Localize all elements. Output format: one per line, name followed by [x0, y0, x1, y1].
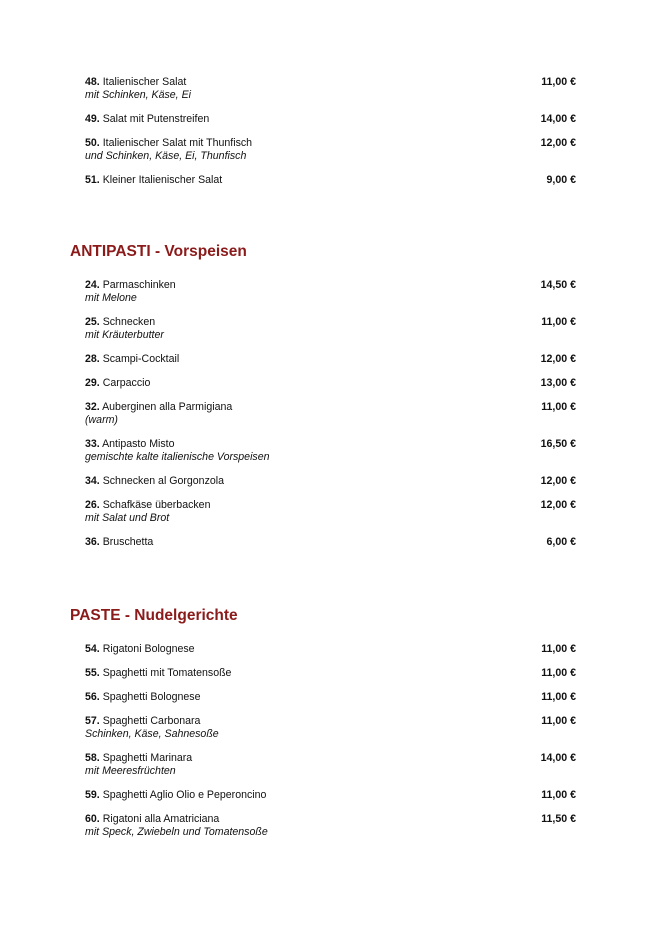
item-price: 13,00 €: [540, 377, 576, 389]
item-price: 11,00 €: [541, 316, 576, 328]
item-name: Spaghetti Aglio Olio e Peperoncino: [102, 789, 267, 801]
item-price: 11,00 €: [541, 691, 576, 703]
item-name: Carpaccio: [102, 377, 151, 389]
item-name: Schnecken al Gorgonzola: [102, 475, 225, 487]
item-number: 50.: [85, 137, 100, 149]
item-name: Bruschetta: [102, 536, 154, 548]
item-number: 33.: [85, 438, 100, 450]
item-name: Scampi-Cocktail: [102, 353, 180, 365]
item-name: Spaghetti Bolognese: [102, 691, 201, 703]
item-description: Schinken, Käse, Sahnesoße: [85, 728, 219, 740]
menu-item: [85, 174, 576, 187]
item-name: Parmaschinken: [102, 279, 176, 291]
menu-item: [85, 113, 576, 126]
menu-item: [85, 76, 576, 102]
item-name: Schafkäse überbacken: [102, 499, 211, 511]
item-description: mit Kräuterbutter: [85, 329, 164, 341]
menu-item: [85, 279, 576, 305]
item-name: Rigatoni alla Amatriciana: [102, 813, 220, 825]
item-price: 14,00 €: [540, 752, 576, 764]
menu-item: [85, 377, 576, 390]
section-heading: ANTIPASTI - Vorspeisen: [70, 243, 247, 260]
menu-item: [85, 316, 576, 342]
item-price: 11,00 €: [541, 401, 576, 413]
menu-item: [85, 353, 576, 366]
item-number: 34.: [85, 475, 100, 487]
item-number: 36.: [85, 536, 100, 548]
item-number: 54.: [85, 643, 100, 655]
item-price: 11,00 €: [541, 643, 576, 655]
item-price: 6,00 €: [546, 536, 576, 548]
menu-item: [85, 536, 576, 549]
item-description: mit Melone: [85, 292, 137, 304]
item-price: 12,00 €: [540, 137, 576, 149]
item-number: 56.: [85, 691, 100, 703]
item-number: 25.: [85, 316, 100, 328]
item-name: Salat mit Putenstreifen: [102, 113, 210, 125]
item-description: und Schinken, Käse, Ei, Thunfisch: [85, 150, 247, 162]
menu-item: [85, 667, 576, 680]
item-name: Italienischer Salat: [102, 76, 187, 88]
item-price: 11,00 €: [541, 789, 576, 801]
item-price: 9,00 €: [546, 174, 576, 186]
item-number: 48.: [85, 76, 100, 88]
menu-item: [85, 715, 576, 741]
item-name: Italienischer Salat mit Thunfisch: [102, 137, 253, 149]
item-description: (warm): [85, 414, 118, 426]
item-description: mit Meeresfrüchten: [85, 765, 176, 777]
item-name: Auberginen alla Parmigiana: [102, 401, 233, 413]
menu-list: [85, 76, 576, 198]
item-number: 55.: [85, 667, 100, 679]
item-number: 32.: [85, 401, 100, 413]
item-number: 29.: [85, 377, 100, 389]
item-name: Kleiner Italienischer Salat: [102, 174, 223, 186]
item-price: 11,00 €: [541, 667, 576, 679]
item-description: mit Salat und Brot: [85, 512, 170, 524]
menu-item: [85, 643, 576, 656]
item-price: 14,00 €: [540, 113, 576, 125]
item-description: mit Speck, Zwiebeln und Tomatensoße: [85, 826, 268, 838]
item-number: 49.: [85, 113, 100, 125]
menu-item: [85, 813, 576, 839]
menu-item: [85, 438, 576, 464]
item-description: mit Schinken, Käse, Ei: [85, 89, 191, 101]
menu-item: [85, 401, 576, 427]
item-name: Schnecken: [102, 316, 156, 328]
menu-item: [85, 499, 576, 525]
menu-item: [85, 752, 576, 778]
item-name: Spaghetti Carbonara: [102, 715, 201, 727]
item-number: 24.: [85, 279, 100, 291]
menu-list: [85, 279, 576, 560]
item-name: Spaghetti Marinara: [102, 752, 193, 764]
item-name: Rigatoni Bolognese: [102, 643, 195, 655]
menu-item: [85, 691, 576, 704]
menu-item: [85, 789, 576, 802]
item-number: 26.: [85, 499, 100, 511]
item-number: 58.: [85, 752, 100, 764]
item-description: gemischte kalte italienische Vorspeisen: [85, 451, 270, 463]
menu-item: [85, 475, 576, 488]
item-price: 11,00 €: [541, 715, 576, 727]
item-price: 12,00 €: [540, 499, 576, 511]
item-number: 51.: [85, 174, 100, 186]
item-price: 16,50 €: [540, 438, 576, 450]
item-price: 14,50 €: [540, 279, 576, 291]
item-price: 12,00 €: [540, 353, 576, 365]
item-price: 12,00 €: [540, 475, 576, 487]
item-number: 60.: [85, 813, 100, 825]
item-number: 59.: [85, 789, 100, 801]
item-number: 28.: [85, 353, 100, 365]
item-name: Antipasto Misto: [102, 438, 175, 450]
item-price: 11,50 €: [541, 813, 576, 825]
item-price: 11,00 €: [541, 76, 576, 88]
item-number: 57.: [85, 715, 100, 727]
menu-list: [85, 643, 576, 850]
item-name: Spaghetti mit Tomatensoße: [102, 667, 232, 679]
menu-item: [85, 137, 576, 163]
section-heading: PASTE - Nudelgerichte: [70, 607, 238, 624]
